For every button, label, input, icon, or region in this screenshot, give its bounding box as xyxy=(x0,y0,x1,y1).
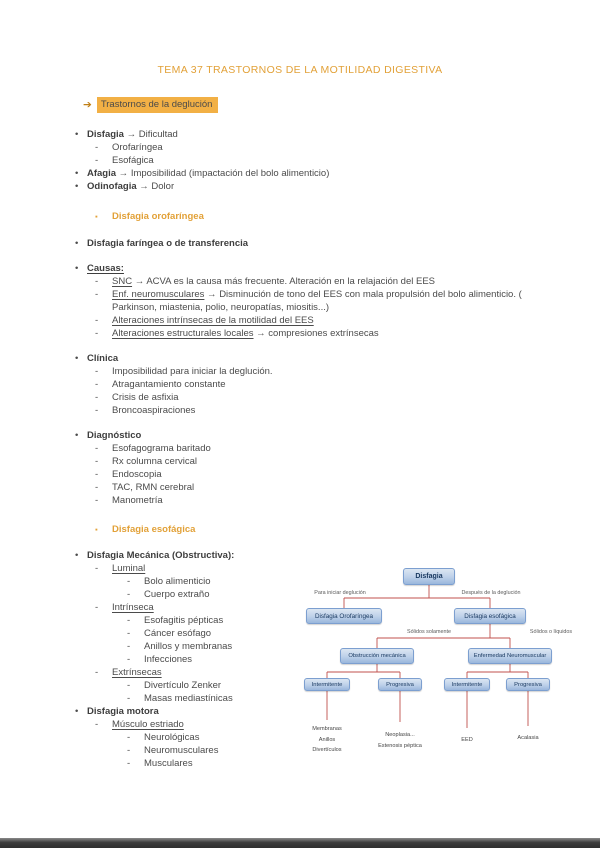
line-text xyxy=(112,481,562,494)
line-text xyxy=(112,288,562,314)
flowchart-outcome-eed xyxy=(444,735,490,746)
dash-marker: - xyxy=(95,405,99,416)
line-text xyxy=(112,468,562,481)
section-heading xyxy=(83,97,600,113)
line-text xyxy=(112,494,562,507)
text-segment: Bolo alimenticio xyxy=(144,576,211,587)
line-text xyxy=(87,128,562,141)
text-segment: Afagia xyxy=(87,168,117,179)
text-segment: Alteraciones intrínsecas de la motilidad del EES xyxy=(112,315,314,326)
outcome-line: Acalasia xyxy=(517,735,539,741)
text-segment: TAC, RMN cerebral xyxy=(112,482,195,493)
text-segment: Manometría xyxy=(112,495,163,506)
line-text xyxy=(112,154,562,167)
text-segment: Orofaríngea xyxy=(112,142,163,153)
text-segment: Neurológicas xyxy=(144,732,200,743)
flowchart-label-solidos-liquidos: Sólidos o líquidos xyxy=(529,629,573,635)
text-segment: → Dolor xyxy=(136,181,175,192)
dash-marker: - xyxy=(95,563,99,574)
line-text xyxy=(112,141,562,154)
dash-marker: - xyxy=(95,392,99,403)
dash-marker: - xyxy=(95,142,99,153)
doc-line xyxy=(75,314,562,327)
dash-marker: - xyxy=(95,155,99,166)
text-segment: Esofagitis pépticas xyxy=(144,615,224,626)
text-segment: Cuerpo extraño xyxy=(144,589,210,600)
outcome-line: Neoplasia... xyxy=(385,732,415,738)
doc-line xyxy=(75,275,562,288)
text-segment: → compresiones extrínsecas xyxy=(253,328,379,339)
line-text xyxy=(87,180,562,193)
dash-marker: - xyxy=(127,628,131,639)
flowchart-node-orofaringea: Disfagia Orofaríngea xyxy=(306,608,382,624)
text-segment: Enf. neuromusculares xyxy=(112,289,205,300)
flowchart-label-despues: Después de la deglución xyxy=(461,590,521,596)
doc-line xyxy=(75,237,562,250)
bullet-icon: • xyxy=(75,263,79,274)
dash-marker: - xyxy=(95,289,99,300)
text-segment: → ACVA es la causa más frecuente. Alteración en la relajación del EES xyxy=(132,276,435,287)
line-text xyxy=(112,275,562,288)
text-segment: Clínica xyxy=(87,353,119,364)
doc-line xyxy=(75,391,562,404)
doc-line xyxy=(75,154,562,167)
text-segment: Disfagia esofágica xyxy=(112,524,196,535)
doc-line xyxy=(75,365,562,378)
text-segment: Cáncer esófago xyxy=(144,628,212,639)
line-text xyxy=(112,404,562,417)
dash-marker: - xyxy=(95,443,99,454)
line-text xyxy=(87,429,562,442)
line-text xyxy=(87,262,562,275)
flowchart-node-enfermedad-neuromuscular: Enfermedad Neuromuscular xyxy=(468,648,552,664)
doc-line xyxy=(75,378,562,391)
sub-heading xyxy=(75,523,562,536)
flowchart-label-para-iniciar: Para iniciar deglución xyxy=(314,590,366,596)
doc-line xyxy=(75,167,562,180)
outcome-line: Divertículos xyxy=(312,747,342,753)
doc-line xyxy=(75,429,562,442)
text-segment: Imposibilidad para iniciar la deglución. xyxy=(112,366,273,377)
page-title: TEMA 37 TRASTORNOS DE LA MOTILIDAD DIGESTIVA xyxy=(157,64,443,76)
doc-line xyxy=(75,327,562,340)
text-segment: Odinofagia xyxy=(87,181,137,192)
outcome-line: EED xyxy=(461,737,473,743)
bullet-icon: • xyxy=(75,706,79,717)
line-text xyxy=(112,523,562,536)
flowchart-node-intermitente-2: Intermitente xyxy=(444,678,490,691)
text-segment: Atragantamiento constante xyxy=(112,379,226,390)
line-text xyxy=(87,352,562,365)
text-segment: Divertículo Zenker xyxy=(144,680,222,691)
dash-marker: - xyxy=(95,379,99,390)
text-segment: Disfagia motora xyxy=(87,706,159,717)
doc-line xyxy=(75,288,562,314)
doc-line xyxy=(75,404,562,417)
dash-marker: - xyxy=(127,641,131,652)
dash-marker: - xyxy=(95,366,99,377)
line-text xyxy=(87,237,562,250)
dash-marker: - xyxy=(127,615,131,626)
doc-line xyxy=(75,494,562,507)
text-segment: Crisis de asfixia xyxy=(112,392,179,403)
dash-marker: - xyxy=(95,719,99,730)
dysphagia-flowchart xyxy=(298,560,583,765)
line-text xyxy=(112,378,562,391)
dash-marker: - xyxy=(95,328,99,339)
flowchart-node-progresiva-1: Progresiva xyxy=(378,678,422,691)
doc-line xyxy=(75,262,562,275)
text-segment: → Imposibilidad (impactación del bolo alimenticio) xyxy=(116,168,330,179)
doc-line xyxy=(75,468,562,481)
dash-marker: - xyxy=(95,469,99,480)
text-segment: Masas mediastínicas xyxy=(144,693,233,704)
dash-marker: - xyxy=(127,732,131,743)
text-segment: Músculo estriado xyxy=(112,719,184,730)
dash-marker: - xyxy=(95,495,99,506)
text-segment: Disfagia Mecánica (Obstructiva): xyxy=(87,550,235,561)
bullet-icon: • xyxy=(75,181,79,192)
dash-marker: - xyxy=(127,680,131,691)
text-segment: Luminal xyxy=(112,563,146,574)
dash-marker: - xyxy=(95,456,99,467)
line-text xyxy=(112,455,562,468)
flowchart-outcome-neoplasia xyxy=(370,730,430,751)
bullet-icon: • xyxy=(75,550,79,561)
line-text xyxy=(112,391,562,404)
text-segment: Alteraciones estructurales locales xyxy=(112,328,254,339)
text-segment: Neuromusculares xyxy=(144,745,219,756)
page-bottom-edge xyxy=(0,838,600,848)
doc-line xyxy=(75,455,562,468)
outcome-line: Anillos xyxy=(318,736,336,743)
dash-marker: - xyxy=(95,482,99,493)
outcome-line: Estenosis péptica xyxy=(378,742,422,749)
bullet-icon: • xyxy=(75,168,79,179)
flowchart-node-intermitente-1: Intermitente xyxy=(304,678,350,691)
square-bullet-icon: ▪ xyxy=(95,525,98,534)
flowchart-label-solidos-solamente: Sólidos solamente xyxy=(406,629,452,635)
dash-marker: - xyxy=(95,602,99,613)
text-segment: SNC xyxy=(112,276,133,287)
line-text xyxy=(112,365,562,378)
doc-line xyxy=(75,128,562,141)
dash-marker: - xyxy=(95,315,99,326)
bullet-icon: • xyxy=(75,430,79,441)
line-text xyxy=(112,210,562,223)
line-text xyxy=(112,327,562,340)
text-segment: Causas: xyxy=(87,263,124,274)
dash-marker: - xyxy=(95,667,99,678)
square-bullet-icon: ▪ xyxy=(95,212,98,221)
flowchart-node-obstruccion-mecanica: Obstrucción mecánica xyxy=(340,648,414,664)
text-segment: Diagnóstico xyxy=(87,430,142,441)
text-segment: Anillos y membranas xyxy=(144,641,233,652)
flowchart-outcome-membranas xyxy=(300,724,354,756)
text-segment: → Disminución de tono del EES con mala propulsión del bolo alimenticio. ( Parkinson, miastenia, polio, neuropatías, miositis...) xyxy=(112,289,522,313)
doc-line xyxy=(75,180,562,193)
flowchart-node-esofagica: Disfagia esofágica xyxy=(454,608,526,624)
doc-line xyxy=(75,352,562,365)
doc-line xyxy=(75,442,562,455)
text-segment: Esofagograma baritado xyxy=(112,443,211,454)
text-segment: Infecciones xyxy=(144,654,193,665)
text-segment: Extrínsecas xyxy=(112,667,162,678)
text-segment: Endoscopia xyxy=(112,469,162,480)
flowchart-outcome-acalasia xyxy=(504,733,552,744)
text-segment: Intrínseca xyxy=(112,602,154,613)
text-segment: Disfagia orofaríngea xyxy=(112,211,204,222)
dash-marker: - xyxy=(95,276,99,287)
line-text xyxy=(87,167,562,180)
text-segment: Broncoaspiraciones xyxy=(112,405,196,416)
text-segment: Disfagia xyxy=(87,129,124,140)
dash-marker: - xyxy=(127,576,131,587)
flowchart-node-progresiva-2: Progresiva xyxy=(506,678,550,691)
dash-marker: - xyxy=(127,693,131,704)
dash-marker: - xyxy=(127,745,131,756)
text-segment: Rx columna cervical xyxy=(112,456,197,467)
dash-marker: - xyxy=(127,654,131,665)
text-segment: → Dificultad xyxy=(123,129,178,140)
arrow-icon: ➔ xyxy=(83,99,92,111)
doc-line xyxy=(75,481,562,494)
text-segment: Musculares xyxy=(144,758,193,769)
text-segment: Esofágica xyxy=(112,155,154,166)
line-text xyxy=(112,314,562,327)
line-text xyxy=(112,442,562,455)
dash-marker: - xyxy=(127,758,131,769)
doc-line xyxy=(75,141,562,154)
flowchart-node-disfagia: Disfagia xyxy=(403,568,455,585)
bullet-icon: • xyxy=(75,353,79,364)
section-heading-text: Trastornos de la deglución xyxy=(97,97,219,113)
text-segment: Disfagia faríngea o de transferencia xyxy=(87,238,249,249)
outcome-line: Membranas xyxy=(312,726,342,732)
bullet-icon: • xyxy=(75,129,79,140)
dash-marker: - xyxy=(127,589,131,600)
bullet-icon: • xyxy=(75,238,79,249)
sub-heading xyxy=(75,210,562,223)
